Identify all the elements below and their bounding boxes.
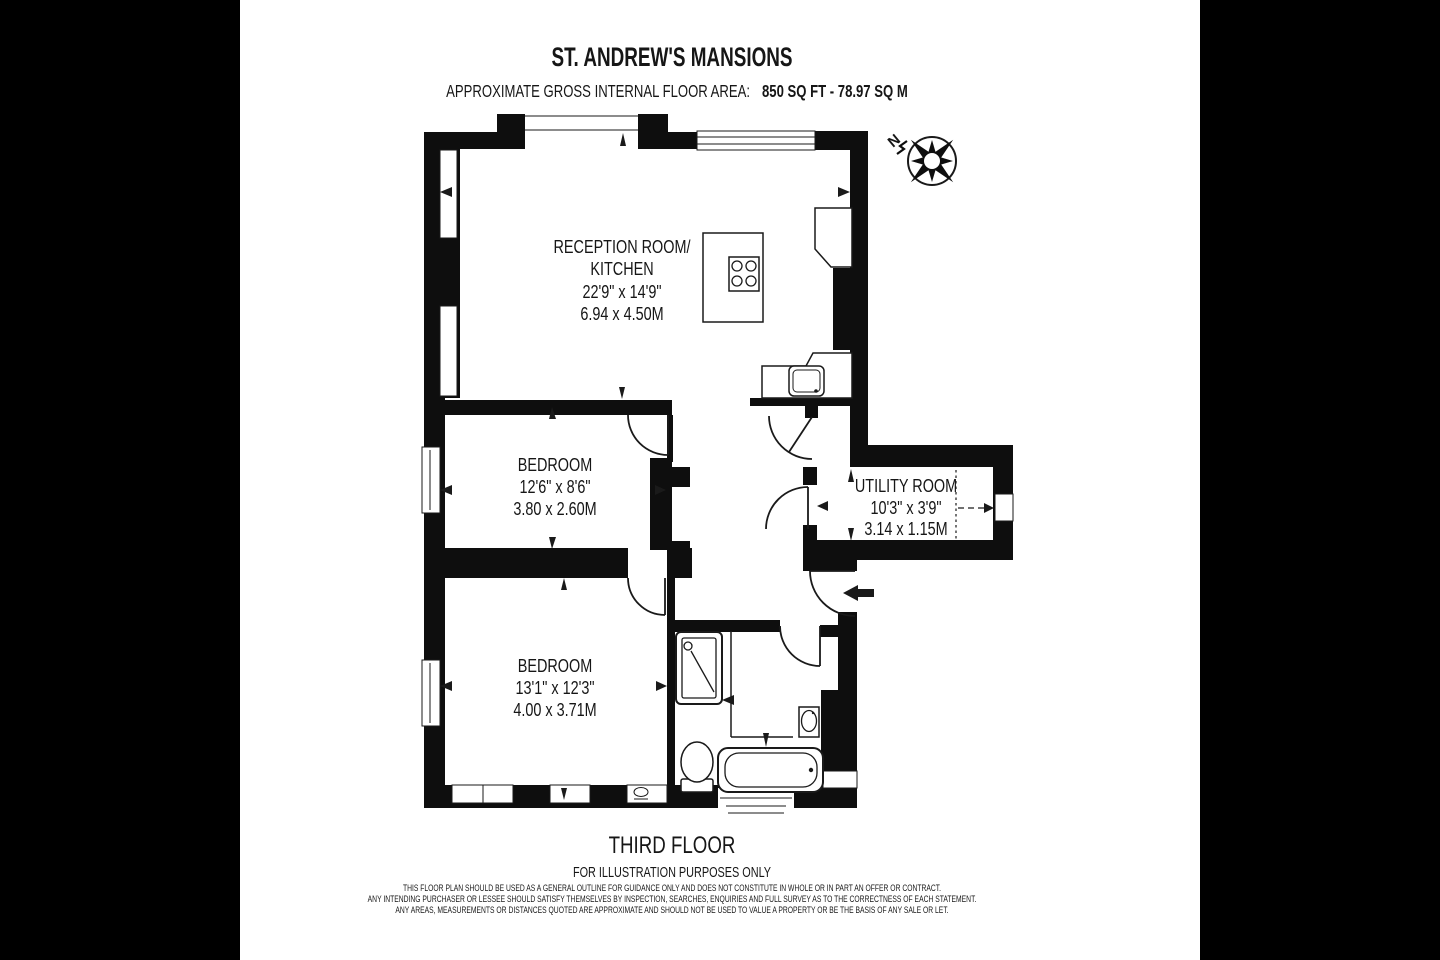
wall-segment xyxy=(803,540,857,571)
floor-area-line xyxy=(446,82,908,101)
window xyxy=(422,447,440,513)
room-dims-imperial: 10'3" x 3'9" xyxy=(870,497,942,519)
sink-basin xyxy=(793,370,820,392)
wall-segment xyxy=(666,132,698,149)
wall-segment xyxy=(672,467,690,487)
bottom-recess-1 xyxy=(452,785,513,803)
disclaimer xyxy=(368,883,977,915)
bottom-recess-3 xyxy=(627,785,667,803)
hob-burner xyxy=(746,261,756,271)
room-dims-imperial: 12'6" x 8'6" xyxy=(519,476,591,498)
hob-burner xyxy=(732,261,742,271)
window xyxy=(697,131,815,150)
wall-segment xyxy=(650,458,672,550)
page-title: ST. ANDREW'S MANSIONS xyxy=(551,41,793,72)
wall-recess xyxy=(823,771,857,788)
hob-icon xyxy=(729,257,759,291)
bottom-recess-2 xyxy=(550,785,590,803)
wall-segment xyxy=(815,131,868,150)
wall-segment xyxy=(667,620,780,632)
wall-segment xyxy=(853,445,1013,467)
washbasin-icon xyxy=(799,707,819,737)
room-name: UTILITY ROOM xyxy=(854,475,958,497)
wall-segment xyxy=(803,467,817,485)
disclaimer-line: ANY INTENDING PURCHASER OR LESSEE SHOULD SATISFY THEMSELVES BY INSPECTION, SEARCHES, ENQUIRIES AND FULL SURVEY AS TO THE CORRECTNESS OF EACH STATEMENT. xyxy=(367,893,977,905)
toilet-icon xyxy=(681,742,713,792)
window xyxy=(422,660,440,726)
floor-label: THIRD FLOOR xyxy=(608,831,736,859)
room-dims-metric: 3.80 x 2.60M xyxy=(513,498,597,520)
room-dims-imperial: 22'9" x 14'9" xyxy=(582,281,662,303)
compass-north-label: N xyxy=(884,131,904,152)
bathtub-inner xyxy=(725,753,817,787)
sink-drain xyxy=(814,389,818,393)
floor-area-value: 850 SQ FT - 78.97 SQ M xyxy=(762,82,908,102)
room-dims-metric: 6.94 x 4.50M xyxy=(580,303,664,325)
wall-segment xyxy=(803,525,817,540)
purpose-note: FOR ILLUSTRATION PURPOSES ONLY xyxy=(572,863,772,881)
wall-segment xyxy=(820,625,840,637)
disclaimer-line: ANY AREAS, MEASUREMENTS OR DISTANCES QUOTED ARE APPROXIMATE AND SHOULD NOT BE USED TO VALUE A PROPERTY OR BE THE BASIS OF ANY SALE OR LET. xyxy=(395,904,949,916)
wall-segment xyxy=(850,150,868,467)
disclaimer-line: THIS FLOOR PLAN SHOULD BE USED AS A GENERAL OUTLINE FOR GUIDANCE ONLY AND DOES NOT CONSTITUTE IN WHOLE OR IN PART AN OFFER OR CONTRACT. xyxy=(402,882,942,894)
floor-area-label: APPROXIMATE GROSS INTERNAL FLOOR AREA: xyxy=(446,82,750,102)
wall-segment xyxy=(638,114,668,149)
bedroom2-window xyxy=(422,660,440,726)
header xyxy=(551,42,792,72)
top-right-window xyxy=(697,131,815,150)
room-dims-metric: 3.14 x 1.15M xyxy=(864,518,948,540)
label-bedroom2 xyxy=(513,655,596,720)
room-name: BEDROOM xyxy=(517,454,593,476)
label-bedroom1 xyxy=(513,454,596,519)
bay-window xyxy=(525,114,638,132)
room-dims-metric: 4.00 x 3.71M xyxy=(513,699,597,721)
window xyxy=(525,114,638,132)
compass-center xyxy=(924,153,940,169)
wall-segment xyxy=(667,548,692,578)
wall-segment xyxy=(838,612,857,690)
room-name: RECEPTION ROOM/ xyxy=(553,236,691,258)
washbasin-tap xyxy=(812,712,814,714)
wall-segment xyxy=(427,400,672,415)
wall-segment xyxy=(497,114,525,149)
shower-drain xyxy=(684,642,692,650)
bedroom1-window xyxy=(422,447,440,513)
vent-icon xyxy=(634,788,648,797)
wall-segment xyxy=(667,578,675,785)
wall-segment xyxy=(805,404,818,418)
room-name: BEDROOM xyxy=(517,655,593,677)
wall-segment xyxy=(427,548,628,578)
room-name: KITCHEN xyxy=(590,258,654,280)
bathtub-icon xyxy=(718,748,823,792)
washbasin-bowl xyxy=(802,711,817,732)
wall-segment xyxy=(833,268,850,350)
hob-burner xyxy=(746,276,756,286)
wall-segment xyxy=(750,398,852,406)
toilet-bowl xyxy=(681,742,713,782)
shower-icon xyxy=(676,632,722,704)
hob-burner xyxy=(732,276,742,286)
wall-segment xyxy=(424,132,500,149)
window xyxy=(440,306,457,396)
room-dims-imperial: 13'1" x 12'3" xyxy=(515,677,595,699)
bathtub-drain xyxy=(809,768,813,772)
utility-window xyxy=(995,494,1013,521)
